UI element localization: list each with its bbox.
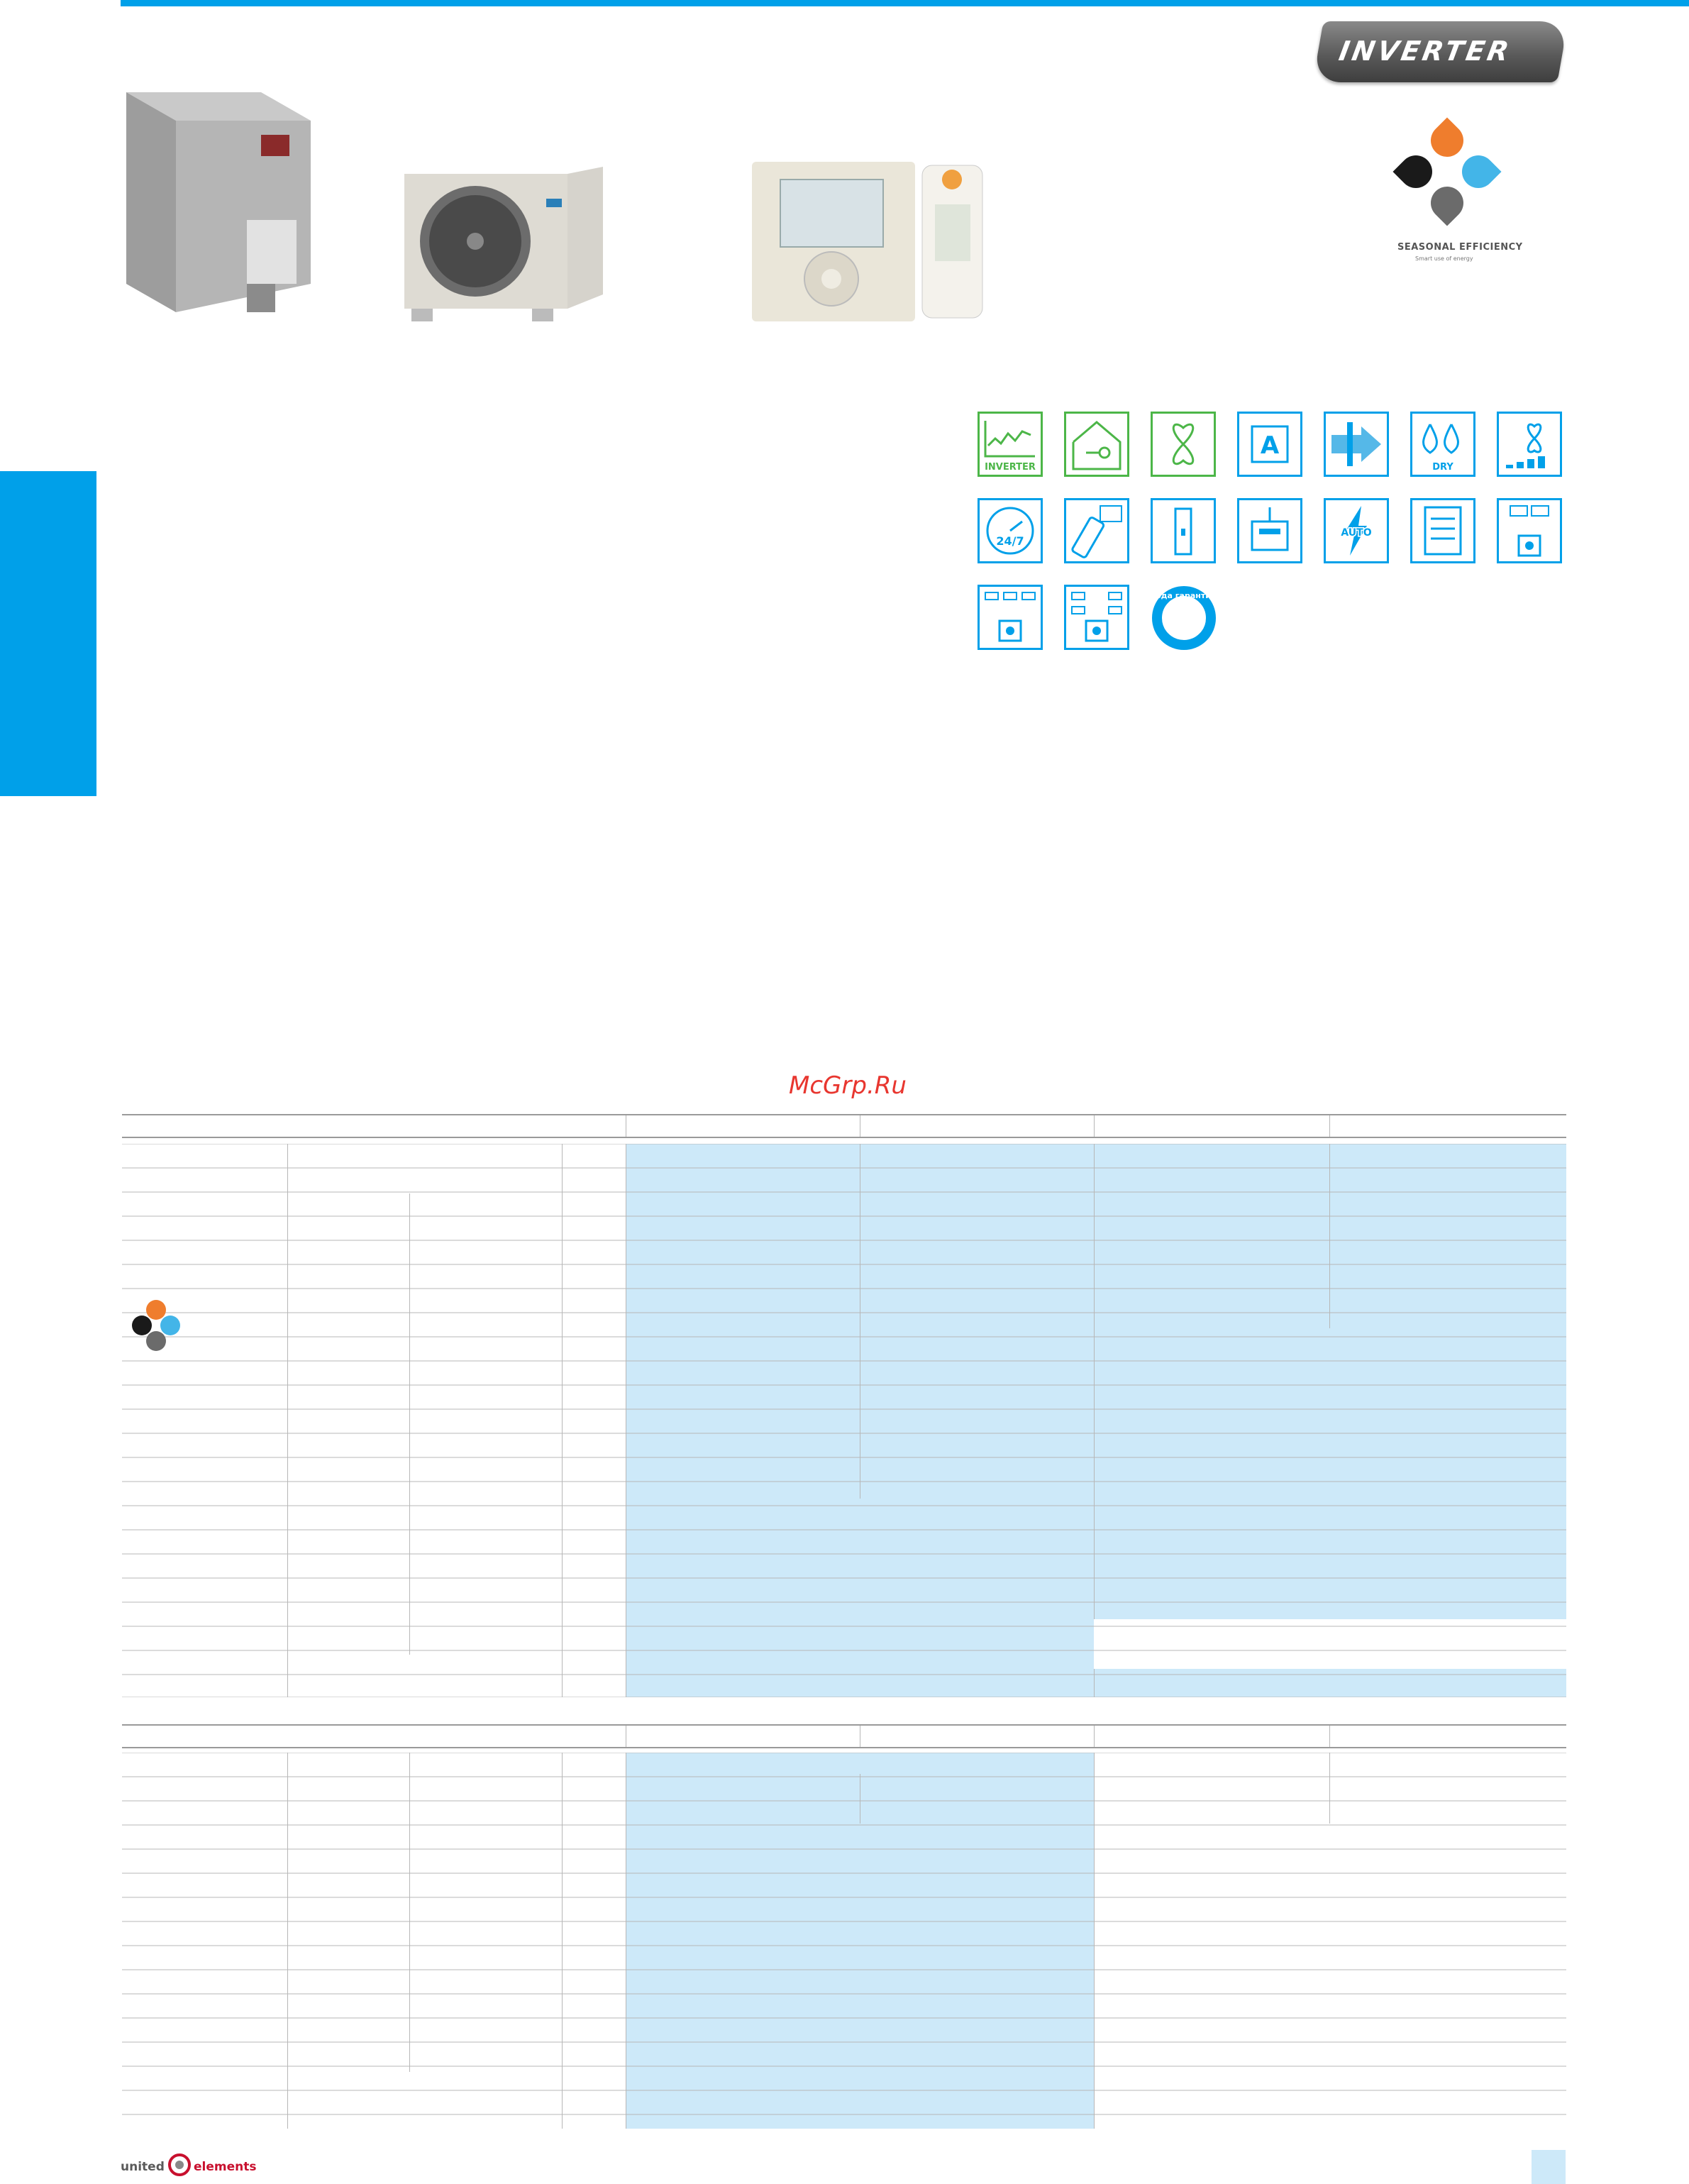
svg-text:года гарантии: года гарантии — [1151, 591, 1217, 600]
seasonal-efficiency-mini-logo — [128, 1297, 184, 1361]
warranty-years-icon — [1151, 585, 1218, 652]
footer-brand-logo — [121, 2150, 257, 2178]
inverter-badge-label: INVERTER — [1336, 35, 1514, 67]
footer-brand-elements: elements — [194, 2160, 257, 2174]
page-number-box — [1532, 2150, 1566, 2184]
centralised-control-icon — [1237, 498, 1302, 563]
auto-changeover-icon — [1237, 412, 1302, 477]
self-diagnosis-icon — [1410, 498, 1475, 563]
inverter-icon: INVERTER — [978, 412, 1043, 477]
seasonal-efficiency-subtitle: Smart use of energy — [1415, 255, 1473, 262]
svg-text:AUTO: AUTO — [1341, 527, 1372, 539]
home-leave-icon — [1064, 412, 1129, 477]
side-section-tab — [0, 471, 96, 796]
infrared-remote-icon — [1064, 498, 1129, 563]
footer-brand-swirl-icon — [167, 2153, 192, 2177]
seasonal-efficiency-title: SEASONAL EFFICIENCY — [1397, 242, 1523, 253]
top-accent-rule — [121, 0, 1689, 6]
quiet-fan-icon — [1151, 412, 1216, 477]
spec-table-main-gridlines — [122, 1144, 1566, 1697]
bms-network-icon — [978, 585, 1043, 650]
fan-speed-steps-icon — [1497, 412, 1562, 477]
svg-text:24/7: 24/7 — [996, 534, 1024, 548]
seasonal-efficiency-logo — [1401, 124, 1493, 238]
timer-24-7-icon — [978, 498, 1043, 563]
air-filter-icon — [1324, 412, 1389, 477]
wired-remote-icon — [1151, 498, 1216, 563]
svg-text:A: A — [1260, 431, 1280, 460]
dry-program-icon: DRY — [1410, 412, 1475, 477]
multi-split-network-icon — [1064, 585, 1129, 650]
outdoor-unit-image — [404, 167, 607, 326]
indoor-unit-image — [119, 78, 318, 326]
controllers-image — [752, 162, 986, 321]
footer-brand-united: united — [121, 2160, 165, 2174]
table2-header-row — [122, 1724, 1566, 1748]
multi-tenant-icon — [1497, 498, 1562, 563]
inverter-badge — [1312, 21, 1568, 82]
table-header-row — [122, 1114, 1566, 1138]
watermark: McGrp.Ru — [789, 1071, 907, 1100]
spec-table-outdoor-gridlines — [122, 1753, 1566, 2129]
auto-restart-icon — [1324, 498, 1389, 563]
